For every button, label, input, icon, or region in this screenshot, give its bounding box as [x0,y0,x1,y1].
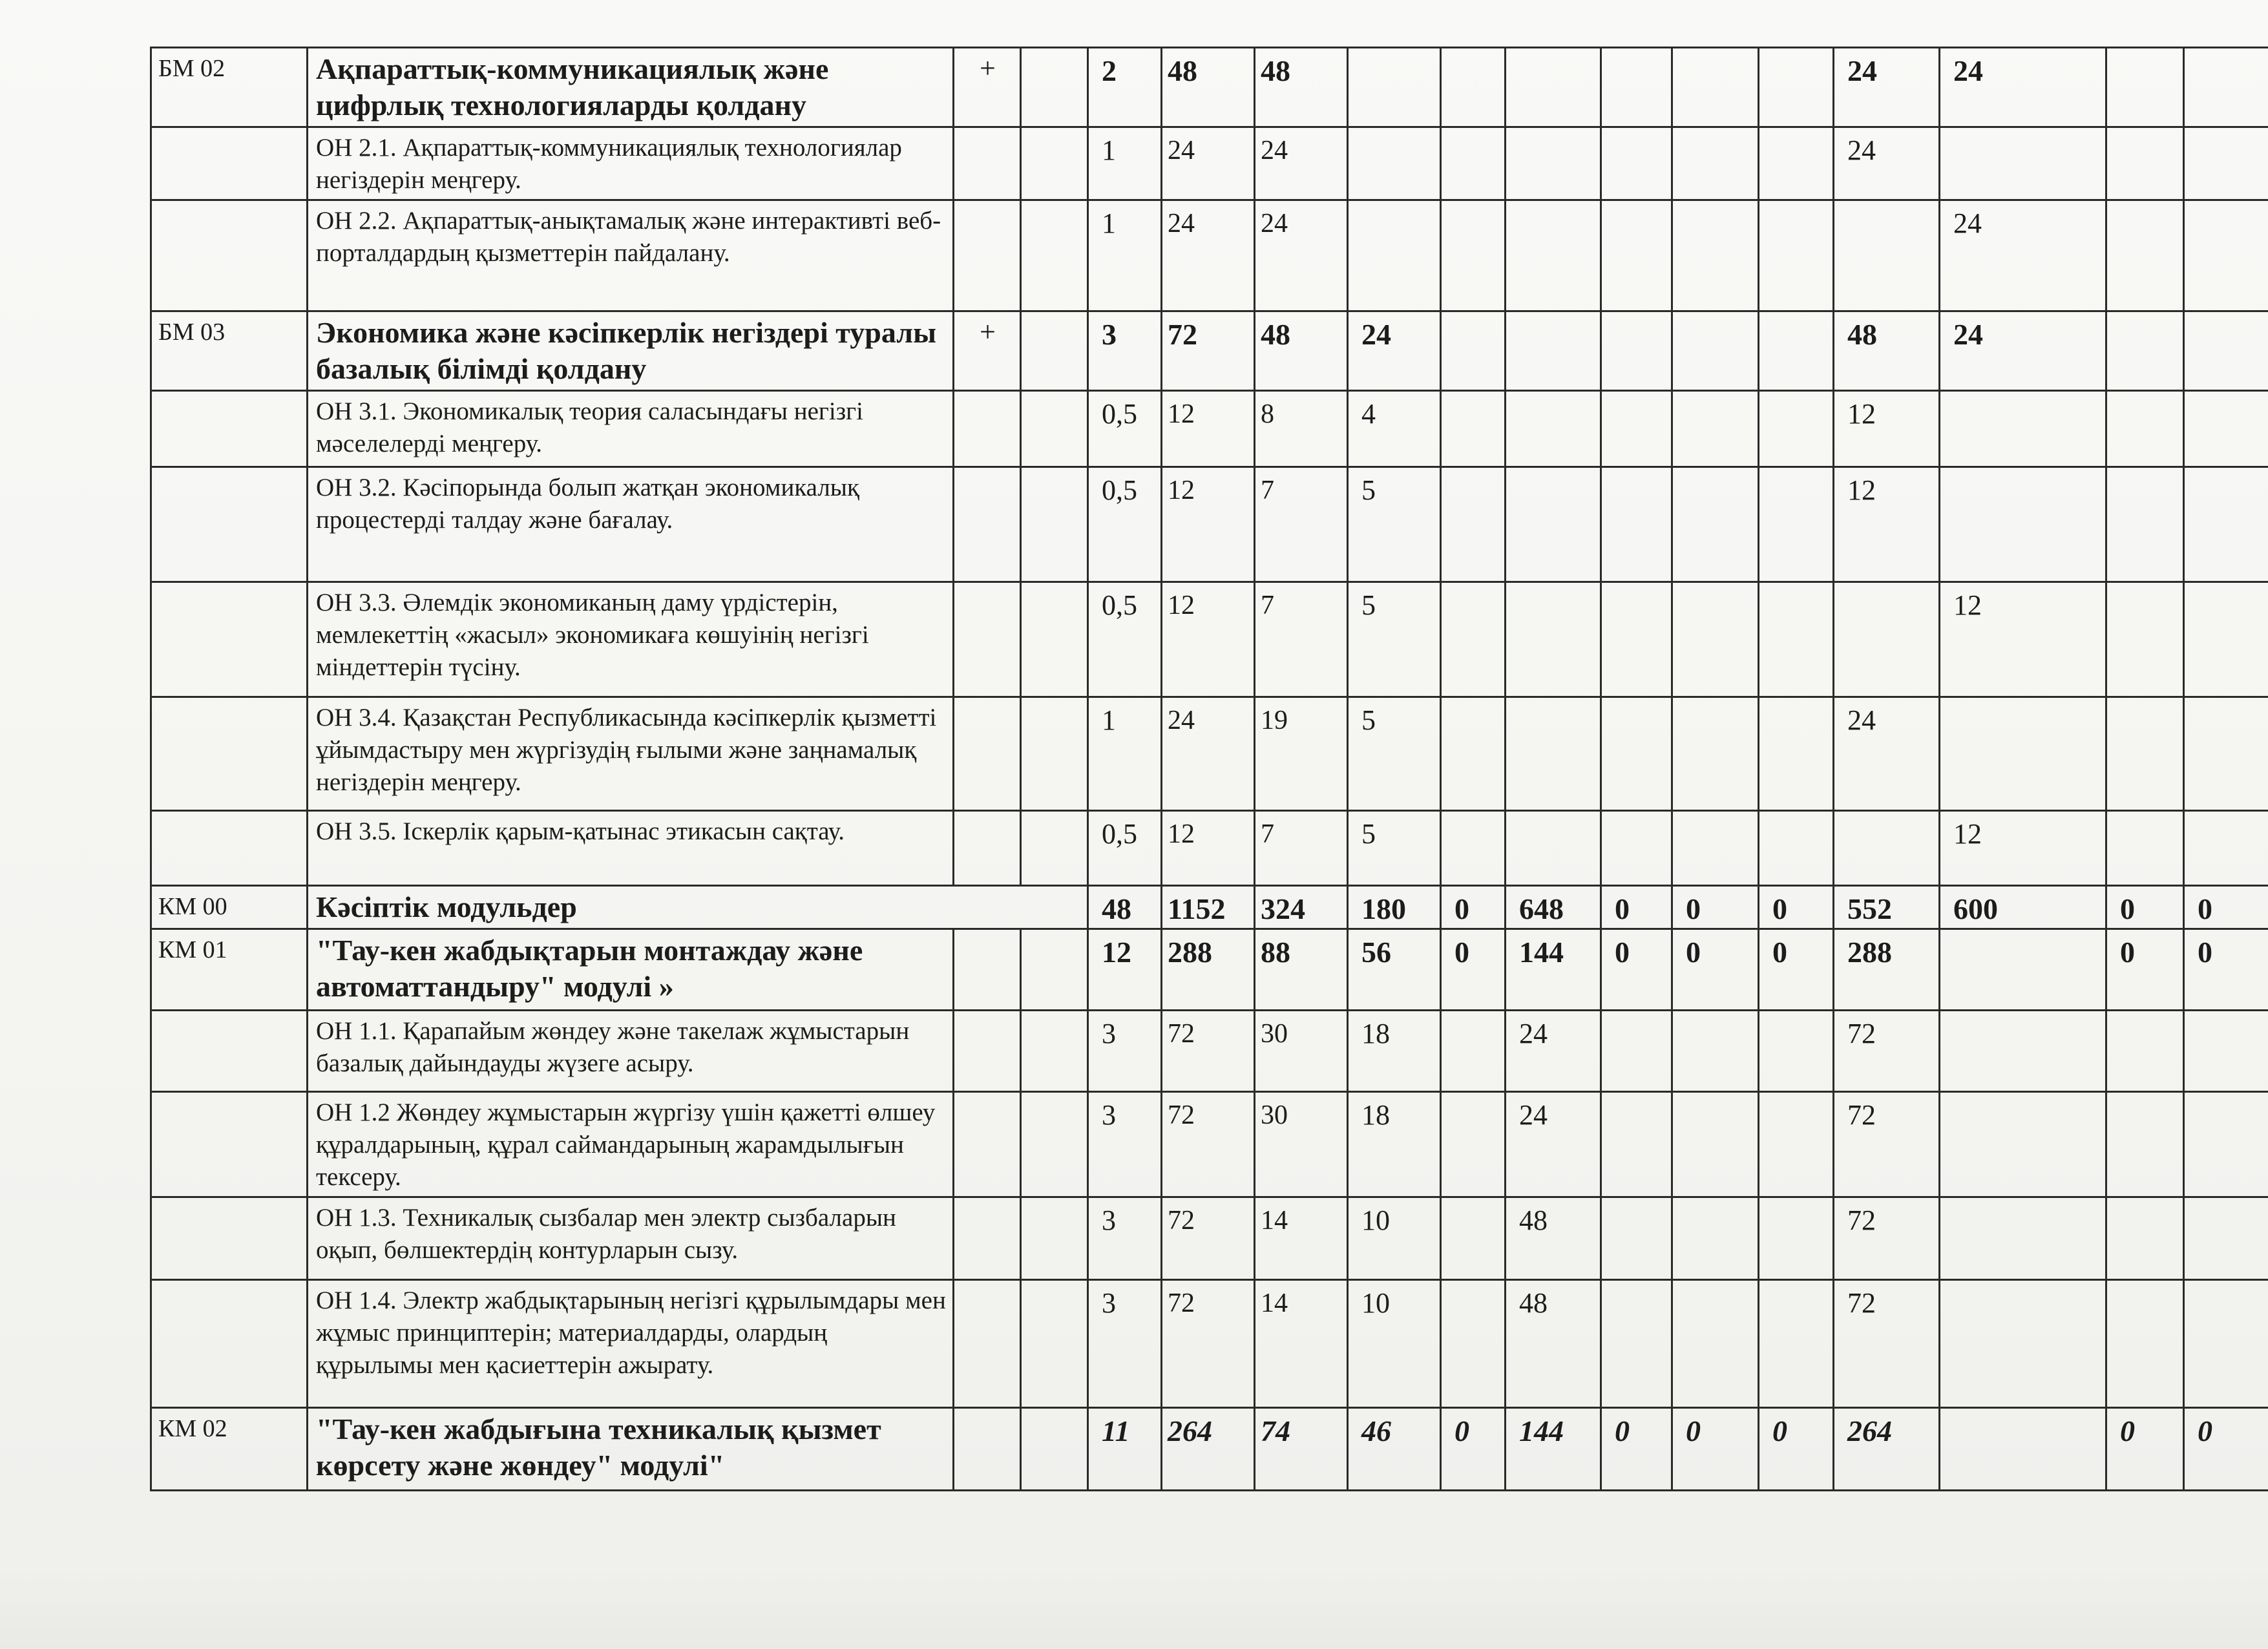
theory-hours-cell: 24 [1255,127,1348,200]
credits-cell: 0,5 [1088,811,1162,886]
outcome-description-cell: ОН 3.5. Іскерлік қарым-қатынас этикасын сақтау. [308,811,954,886]
assessment-mark-cell [954,1408,1021,1491]
semester-a-cell: 24 [1834,48,1940,127]
assessment-mark-cell: + [954,311,1021,391]
col-10-cell [1672,697,1759,811]
theory-hours-cell: 24 [1255,200,1348,311]
total-hours-cell: 12 [1162,811,1255,886]
col-10-cell: 0 [1672,929,1759,1011]
module-code-cell [151,1092,308,1197]
col-15-cell [2184,391,2268,467]
col-10-cell [1672,311,1759,391]
col-14-cell [2106,582,2184,697]
outcome-3-5-row [151,811,2268,886]
empty-cell [1021,311,1088,391]
practice-hours-cell: 5 [1348,811,1441,886]
col-14-cell [2106,1197,2184,1280]
col-7-cell: 0 [1441,1408,1506,1491]
semester-b-cell [1940,1092,2106,1197]
semester-a-cell: 72 [1834,1092,1940,1197]
production-practice-cell [1506,697,1601,811]
outcome-2-1-row [151,127,2268,200]
theory-hours-cell: 7 [1255,811,1348,886]
col-7-cell [1441,697,1506,811]
assessment-mark-cell [954,1011,1021,1092]
module-code-cell [151,582,308,697]
outcome-description-cell: ОН 3.3. Әлемдік экономиканың даму үрдістерін, мемлекеттің «жасыл» экономикаға көшуінің негізгі міндеттерін түсіну. [308,582,954,697]
col-10-cell [1672,48,1759,127]
credits-cell: 2 [1088,48,1162,127]
assessment-mark-cell [954,582,1021,697]
production-practice-cell: 144 [1506,1408,1601,1491]
col-15-cell [2184,582,2268,697]
assessment-mark-cell [954,811,1021,886]
module-code-cell [151,697,308,811]
credits-cell: 48 [1088,886,1162,929]
module-title-cell: "Тау-кен жабдықтарын монтаждау және автоматтандыру" модулі » [308,929,954,1011]
col-9-cell [1601,48,1672,127]
total-hours-cell: 48 [1162,48,1255,127]
theory-hours-cell: 30 [1255,1092,1348,1197]
col-7-cell [1441,311,1506,391]
module-code-cell [151,811,308,886]
assessment-mark-cell [954,1280,1021,1408]
semester-a-cell: 72 [1834,1197,1940,1280]
col-11-cell: 0 [1759,929,1834,1011]
col-9-cell [1601,811,1672,886]
empty-cell [1021,48,1088,127]
theory-hours-cell: 14 [1255,1197,1348,1280]
col-11-cell [1759,1197,1834,1280]
module-km01-row [151,929,2268,1011]
theory-hours-cell: 7 [1255,582,1348,697]
credits-cell: 3 [1088,311,1162,391]
col-15-cell [2184,127,2268,200]
credits-cell: 1 [1088,127,1162,200]
semester-b-cell [1940,1197,2106,1280]
col-9-cell [1601,1011,1672,1092]
module-code-cell: БМ 03 [151,311,308,391]
assessment-mark-cell: + [954,48,1021,127]
total-hours-cell: 288 [1162,929,1255,1011]
assessment-mark-cell [954,697,1021,811]
practice-hours-cell: 46 [1348,1408,1441,1491]
practice-hours-cell: 18 [1348,1011,1441,1092]
outcome-description-cell: ОН 1.4. Электр жабдықтарының негізгі құрылымдары мен жұмыс принциптерін; материалдарды, олардың құрылымы мен қасиеттерін ажырату. [308,1280,954,1408]
assessment-mark-cell [954,1197,1021,1280]
credits-cell: 3 [1088,1092,1162,1197]
module-code-cell [151,1011,308,1092]
module-code-cell [151,200,308,311]
col-10-cell [1672,582,1759,697]
module-code-cell [151,127,308,200]
module-code-cell [151,391,308,467]
practice-hours-cell [1348,48,1441,127]
practice-hours-cell: 24 [1348,311,1441,391]
credits-cell: 3 [1088,1197,1162,1280]
outcome-description-cell: ОН 3.4. Қазақстан Республикасында кәсіпкерлік қызметті ұйымдастыру мен жүргізудің ғылыми және заңнамалық негіздерін меңгеру. [308,697,954,811]
empty-cell [1021,1280,1088,1408]
outcome-description-cell: ОН 1.2 Жөндеу жұмыстарын жүргізу үшін қажетті өлшеу құралдарының, құрал саймандарының жарамдылығын тексеру. [308,1092,954,1197]
production-practice-cell [1506,200,1601,311]
semester-b-cell: 600 [1940,886,2106,929]
col-9-cell [1601,1280,1672,1408]
semester-a-cell: 72 [1834,1011,1940,1092]
module-title-cell: Ақпараттық-коммуникациялық және цифрлық технологияларды қолдану [308,48,954,127]
credits-cell: 3 [1088,1280,1162,1408]
module-bm02-row [151,48,2268,127]
outcome-1-3-row [151,1197,2268,1280]
semester-b-cell [1940,391,2106,467]
credits-cell: 12 [1088,929,1162,1011]
col-9-cell [1601,200,1672,311]
total-hours-cell: 72 [1162,311,1255,391]
total-hours-cell: 24 [1162,697,1255,811]
col-11-cell: 0 [1759,886,1834,929]
col-7-cell [1441,48,1506,127]
total-hours-cell: 72 [1162,1011,1255,1092]
credits-cell: 0,5 [1088,391,1162,467]
outcome-3-2-row [151,467,2268,582]
col-9-cell [1601,127,1672,200]
col-7-cell [1441,391,1506,467]
col-14-cell [2106,311,2184,391]
module-km00-row [151,886,2268,929]
col-15-cell [2184,200,2268,311]
page-edge-shadow [0,1570,2268,1649]
semester-b-cell [1940,1280,2106,1408]
col-15-cell [2184,811,2268,886]
module-title-cell: Экономика және кәсіпкерлік негіздері туралы базалық білімді қолдану [308,311,954,391]
production-practice-cell [1506,311,1601,391]
theory-hours-cell: 48 [1255,48,1348,127]
outcome-3-3-row [151,582,2268,697]
col-7-cell [1441,127,1506,200]
empty-cell [1021,467,1088,582]
empty-cell [1021,1092,1088,1197]
semester-b-cell: 24 [1940,200,2106,311]
module-code-cell [151,1280,308,1408]
outcome-1-1-row [151,1011,2268,1092]
module-code-cell: КМ 00 [151,886,308,929]
semester-b-cell [1940,127,2106,200]
semester-a-cell: 288 [1834,929,1940,1011]
col-9-cell [1601,1092,1672,1197]
semester-b-cell [1940,1011,2106,1092]
practice-hours-cell: 5 [1348,467,1441,582]
practice-hours-cell: 10 [1348,1280,1441,1408]
col-9-cell: 0 [1601,1408,1672,1491]
col-14-cell [2106,1280,2184,1408]
module-title-cell: Кәсіптік модульдер [308,886,1088,929]
practice-hours-cell: 180 [1348,886,1441,929]
production-practice-cell: 24 [1506,1092,1601,1197]
total-hours-cell: 12 [1162,582,1255,697]
col-15-cell [2184,311,2268,391]
semester-a-cell: 552 [1834,886,1940,929]
theory-hours-cell: 48 [1255,311,1348,391]
semester-b-cell [1940,467,2106,582]
col-11-cell [1759,811,1834,886]
practice-hours-cell [1348,200,1441,311]
production-practice-cell: 48 [1506,1197,1601,1280]
col-15-cell [2184,1280,2268,1408]
semester-b-cell: 12 [1940,582,2106,697]
col-14-cell [2106,1092,2184,1197]
credits-cell: 0,5 [1088,582,1162,697]
module-code-cell: КМ 01 [151,929,308,1011]
curriculum-table [150,47,2268,1491]
total-hours-cell: 12 [1162,391,1255,467]
col-11-cell [1759,200,1834,311]
col-11-cell [1759,311,1834,391]
theory-hours-cell: 74 [1255,1408,1348,1491]
semester-a-cell: 24 [1834,127,1940,200]
col-9-cell [1601,582,1672,697]
col-10-cell [1672,811,1759,886]
semester-b-cell: 12 [1940,811,2106,886]
empty-cell [1021,1197,1088,1280]
production-practice-cell: 144 [1506,929,1601,1011]
total-hours-cell: 24 [1162,200,1255,311]
col-14-cell: 0 [2106,1408,2184,1491]
col-7-cell [1441,1280,1506,1408]
practice-hours-cell [1348,127,1441,200]
semester-a-cell [1834,582,1940,697]
outcome-description-cell: ОН 2.2. Ақпараттық-анықтамалық және интерактивті веб-порталдардың қызметтерін пайдалану. [308,200,954,311]
assessment-mark-cell [954,391,1021,467]
empty-cell [1021,127,1088,200]
col-14-cell: 0 [2106,929,2184,1011]
practice-hours-cell: 4 [1348,391,1441,467]
assessment-mark-cell [954,1092,1021,1197]
col-11-cell: 0 [1759,1408,1834,1491]
col-9-cell [1601,697,1672,811]
production-practice-cell: 24 [1506,1011,1601,1092]
col-14-cell [2106,391,2184,467]
col-14-cell [2106,697,2184,811]
total-hours-cell: 264 [1162,1408,1255,1491]
semester-a-cell [1834,811,1940,886]
module-title-cell: "Тау-кен жабдығына техникалық қызмет көрсету және жөндеу" модулі" [308,1408,954,1491]
col-10-cell [1672,127,1759,200]
credits-cell: 3 [1088,1011,1162,1092]
col-15-cell: 0 [2184,886,2268,929]
col-14-cell [2106,1011,2184,1092]
col-9-cell [1601,467,1672,582]
outcome-1-2-row [151,1092,2268,1197]
total-hours-cell: 24 [1162,127,1255,200]
module-km02-row [151,1408,2268,1491]
practice-hours-cell: 5 [1348,697,1441,811]
col-7-cell [1441,467,1506,582]
credits-cell: 1 [1088,200,1162,311]
total-hours-cell: 72 [1162,1092,1255,1197]
col-9-cell [1601,311,1672,391]
module-code-cell: БМ 02 [151,48,308,127]
total-hours-cell: 12 [1162,467,1255,582]
col-15-cell: 0 [2184,1408,2268,1491]
semester-b-cell [1940,929,2106,1011]
outcome-2-2-row [151,200,2268,311]
col-14-cell: 0 [2106,886,2184,929]
empty-cell [1021,582,1088,697]
col-14-cell [2106,200,2184,311]
theory-hours-cell: 324 [1255,886,1348,929]
empty-cell [1021,697,1088,811]
empty-cell [1021,1408,1088,1491]
empty-cell [1021,929,1088,1011]
col-11-cell [1759,391,1834,467]
outcome-description-cell: ОН 2.1. Ақпараттық-коммуникациялық технологиялар негіздерін меңгеру. [308,127,954,200]
col-9-cell: 0 [1601,886,1672,929]
production-practice-cell [1506,467,1601,582]
col-15-cell [2184,467,2268,582]
col-10-cell [1672,467,1759,582]
col-14-cell [2106,48,2184,127]
col-11-cell [1759,1092,1834,1197]
semester-b-cell [1940,1408,2106,1491]
production-practice-cell [1506,582,1601,697]
outcome-3-1-row [151,391,2268,467]
total-hours-cell: 72 [1162,1197,1255,1280]
theory-hours-cell: 88 [1255,929,1348,1011]
col-10-cell [1672,1197,1759,1280]
outcome-description-cell: ОН 3.1. Экономикалық теория саласындағы негізгі мәселелерді меңгеру. [308,391,954,467]
outcome-description-cell: ОН 1.1. Қарапайым жөндеу және такелаж жұмыстарын базалық дайындауды жүзеге асыру. [308,1011,954,1092]
col-14-cell [2106,811,2184,886]
semester-a-cell: 264 [1834,1408,1940,1491]
col-7-cell [1441,811,1506,886]
col-10-cell: 0 [1672,1408,1759,1491]
col-7-cell [1441,1092,1506,1197]
assessment-mark-cell [954,200,1021,311]
col-15-cell [2184,48,2268,127]
module-code-cell [151,1197,308,1280]
module-bm03-row [151,311,2268,391]
col-11-cell [1759,467,1834,582]
practice-hours-cell: 18 [1348,1092,1441,1197]
col-11-cell [1759,48,1834,127]
empty-cell [1021,811,1088,886]
col-7-cell: 0 [1441,886,1506,929]
credits-cell: 0,5 [1088,467,1162,582]
col-15-cell [2184,1092,2268,1197]
col-9-cell [1601,1197,1672,1280]
theory-hours-cell: 19 [1255,697,1348,811]
assessment-mark-cell [954,127,1021,200]
col-11-cell [1759,1280,1834,1408]
module-code-cell: КМ 02 [151,1408,308,1491]
practice-hours-cell: 5 [1348,582,1441,697]
col-10-cell: 0 [1672,886,1759,929]
col-7-cell [1441,200,1506,311]
credits-cell: 11 [1088,1408,1162,1491]
semester-a-cell [1834,200,1940,311]
production-practice-cell [1506,127,1601,200]
semester-a-cell: 48 [1834,311,1940,391]
module-code-cell [151,467,308,582]
theory-hours-cell: 14 [1255,1280,1348,1408]
total-hours-cell: 1152 [1162,886,1255,929]
total-hours-cell: 72 [1162,1280,1255,1408]
semester-a-cell: 24 [1834,697,1940,811]
col-7-cell [1441,582,1506,697]
assessment-mark-cell [954,467,1021,582]
semester-a-cell: 72 [1834,1280,1940,1408]
practice-hours-cell: 56 [1348,929,1441,1011]
production-practice-cell [1506,811,1601,886]
col-10-cell [1672,1280,1759,1408]
production-practice-cell [1506,391,1601,467]
assessment-mark-cell [954,929,1021,1011]
theory-hours-cell: 30 [1255,1011,1348,1092]
col-11-cell [1759,697,1834,811]
semester-a-cell: 12 [1834,467,1940,582]
empty-cell [1021,391,1088,467]
col-15-cell [2184,1197,2268,1280]
col-14-cell [2106,467,2184,582]
outcome-3-4-row [151,697,2268,811]
col-11-cell [1759,127,1834,200]
col-11-cell [1759,1011,1834,1092]
col-15-cell: 0 [2184,929,2268,1011]
col-10-cell [1672,200,1759,311]
practice-hours-cell: 10 [1348,1197,1441,1280]
semester-a-cell: 12 [1834,391,1940,467]
production-practice-cell: 48 [1506,1280,1601,1408]
col-9-cell: 0 [1601,929,1672,1011]
col-15-cell [2184,1011,2268,1092]
semester-b-cell: 24 [1940,311,2106,391]
empty-cell [1021,1011,1088,1092]
outcome-1-4-row [151,1280,2268,1408]
semester-b-cell: 24 [1940,48,2106,127]
col-10-cell [1672,391,1759,467]
outcome-description-cell: ОН 3.2. Кәсіпорында болып жатқан экономикалық процестерді талдау және бағалау. [308,467,954,582]
outcome-description-cell: ОН 1.3. Техникалық сызбалар мен электр сызбаларын оқып, бөлшектердің контурларын сызу. [308,1197,954,1280]
col-10-cell [1672,1092,1759,1197]
production-practice-cell [1506,48,1601,127]
theory-hours-cell: 7 [1255,467,1348,582]
col-7-cell [1441,1197,1506,1280]
col-11-cell [1759,582,1834,697]
col-9-cell [1601,391,1672,467]
col-7-cell: 0 [1441,929,1506,1011]
credits-cell: 1 [1088,697,1162,811]
empty-cell [1021,200,1088,311]
theory-hours-cell: 8 [1255,391,1348,467]
semester-b-cell [1940,697,2106,811]
col-15-cell [2184,697,2268,811]
col-10-cell [1672,1011,1759,1092]
col-7-cell [1441,1011,1506,1092]
production-practice-cell: 648 [1506,886,1601,929]
col-14-cell [2106,127,2184,200]
